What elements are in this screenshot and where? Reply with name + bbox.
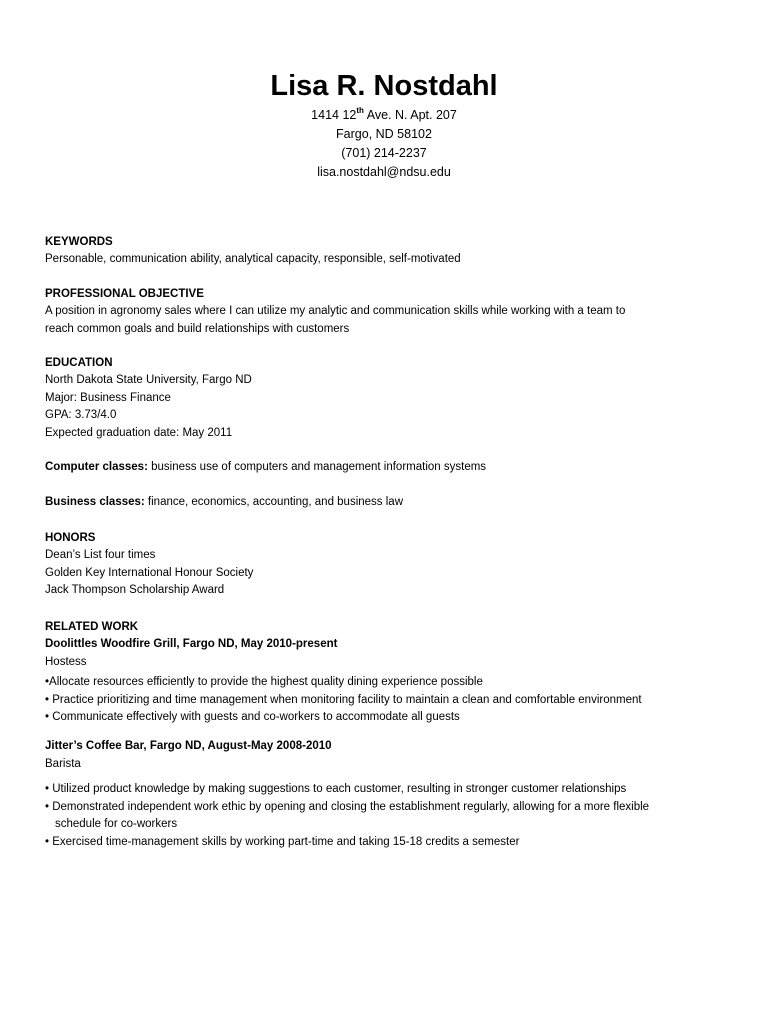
- address-ordinal: th: [356, 105, 364, 115]
- objective-section: [45, 286, 735, 338]
- work-heading: RELATED WORK: [45, 621, 139, 633]
- job-bullet: •Allocate resources efficiently to provide the highest quality dining experience possible: [45, 676, 483, 688]
- city-line: Fargo, ND 58102: [336, 127, 432, 141]
- job-bullet: • Communicate effectively with guests and co-workers to accommodate all guests: [45, 711, 460, 723]
- address-street: Ave. N. Apt. 207: [363, 108, 457, 122]
- honors-section: [45, 530, 735, 600]
- job-bullet: • Practice prioritizing and time management when monitoring facility to maintain a clean and comfortable environment: [45, 693, 642, 706]
- address-number: 1414 12: [311, 108, 357, 122]
- honor-item: Jack Thompson Scholarship Award: [45, 584, 225, 596]
- keywords-section: [45, 234, 735, 269]
- job-bullet: • Exercised time-management skills by working part-time and taking 15-18 credits a semester: [45, 835, 520, 848]
- email-line: lisa.nostdahl@ndsu.edu: [317, 165, 451, 179]
- education-major: Major: Business Finance: [45, 391, 171, 404]
- computer-classes-text: business use of computers and management information systems: [147, 461, 487, 473]
- business-classes: [45, 494, 735, 512]
- honor-item: Golden Key International Honour Society: [45, 566, 254, 579]
- computer-classes-label: Computer classes:: [45, 461, 148, 473]
- objective-line-1: A position in agronomy sales where I can utilize my analytic and communication skills while working with a team to: [45, 305, 626, 317]
- job-role: Barista: [45, 757, 81, 770]
- applicant-name: Lisa R. Nostdahl: [270, 70, 498, 102]
- honors-heading: HONORS: [45, 532, 96, 544]
- job-title: Doolittles Woodfire Grill, Fargo ND, May 2010-present: [45, 638, 338, 650]
- keywords-heading: KEYWORDS: [45, 236, 113, 248]
- job-bullet: • Utilized product knowledge by making suggestions to each customer, resulting in stronger customer relationships: [45, 783, 627, 795]
- keywords-text: Personable, communication ability, analytical capacity, responsible, self-motivated: [45, 253, 461, 265]
- education-heading: EDUCATION: [45, 357, 113, 369]
- computer-classes: [45, 459, 735, 477]
- work-job-2: [45, 738, 735, 851]
- job-bullet-continuation: schedule for co-workers: [55, 818, 178, 830]
- job-role: Hostess: [45, 655, 87, 668]
- address-line: [0, 106, 768, 125]
- business-classes-text: finance, economics, accounting, and business law: [144, 496, 403, 508]
- work-section: [45, 619, 735, 727]
- phone-line: (701) 214-2237: [341, 146, 427, 160]
- education-school: North Dakota State University, Fargo ND: [45, 374, 252, 386]
- education-section: [45, 355, 735, 442]
- business-classes-label: Business classes:: [45, 496, 145, 508]
- job-bullet: • Demonstrated independent work ethic by opening and closing the establishment regularly, allowing for a more flexible: [45, 800, 650, 813]
- education-gpa: GPA: 3.73/4.0: [45, 409, 117, 421]
- education-graduation: Expected graduation date: May 2011: [45, 426, 233, 439]
- objective-heading: PROFESSIONAL OBJECTIVE: [45, 288, 204, 300]
- job-title: Jitter’s Coffee Bar, Fargo ND, August-May 2008-2010: [45, 740, 332, 752]
- honor-item: Dean’s List four times: [45, 549, 156, 561]
- objective-line-2: reach common goals and build relationships with customers: [45, 322, 350, 335]
- contact-block: [0, 106, 768, 182]
